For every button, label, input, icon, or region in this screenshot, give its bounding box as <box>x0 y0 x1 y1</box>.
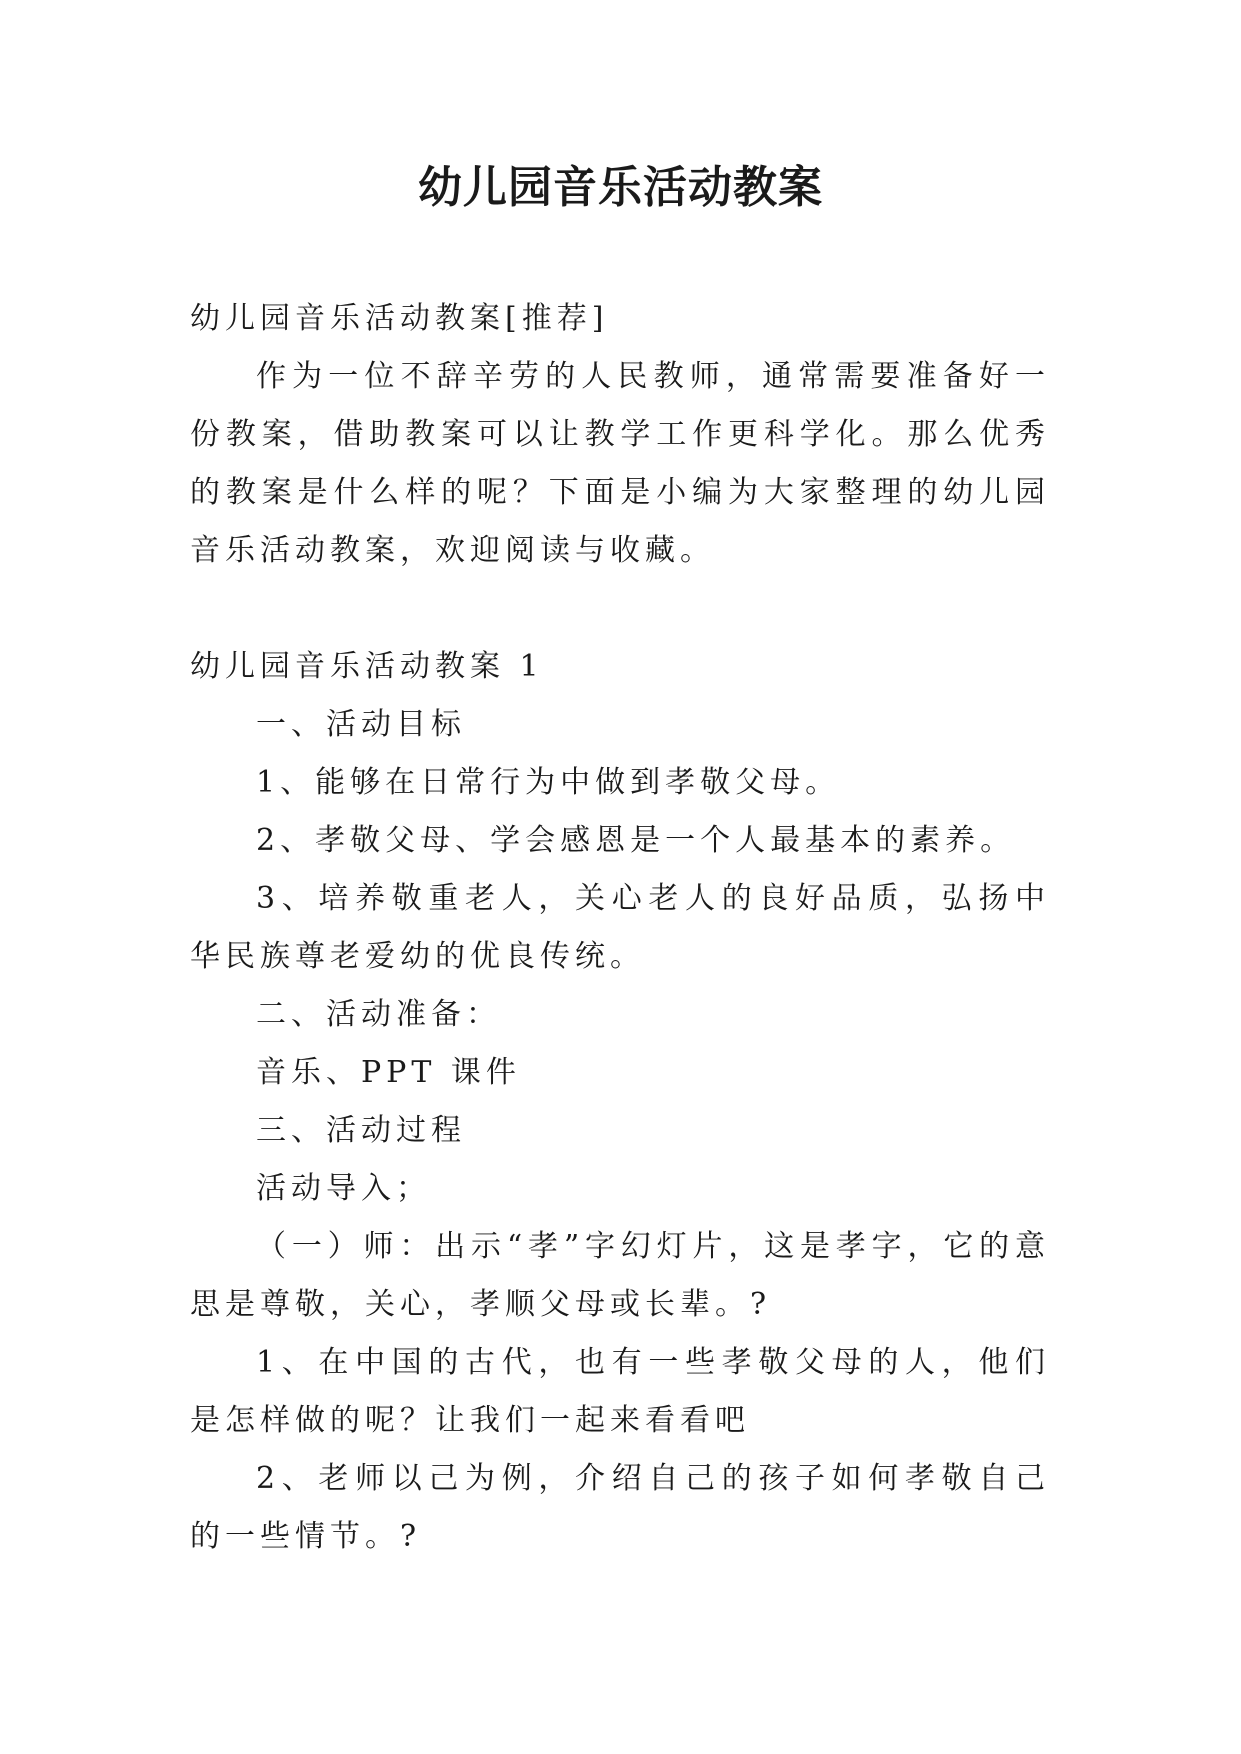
paragraph-prep-heading: 二、活动准备： <box>256 997 501 1032</box>
section-heading: 幼儿园音乐活动教案 1 <box>190 649 544 684</box>
paragraph-step-1-1: 1、在中国的古代，也有一些孝敬父母的人，他们是怎样做的呢？让我们一起来看看吧 <box>190 1345 1050 1438</box>
document-body <box>190 290 1050 1566</box>
paragraph-goal-1: 1、能够在日常行为中做到孝敬父母。 <box>256 765 841 800</box>
paragraph-goal-2: 2、孝敬父母、学会感恩是一个人最基本的素养。 <box>256 823 1016 858</box>
document-title: 幼儿园音乐活动教案 <box>418 162 823 213</box>
paragraph-goals-heading: 一、活动目标 <box>256 707 466 742</box>
paragraph-step-1-2: 2、老师以己为例，介绍自己的孩子如何孝敬自己的一些情节。? <box>190 1461 1050 1554</box>
paragraph-activity-intro: 活动导入； <box>256 1171 431 1206</box>
paragraph-prep-items: 音乐、PPT 课件 <box>256 1055 521 1090</box>
paragraph-goal-3: 3、培养敬重老人，关心老人的良好品质，弘扬中华民族尊老爱幼的优良传统。 <box>190 881 1050 974</box>
intro-paragraph: 作为一位不辞辛劳的人民教师，通常需要准备好一份教案，借助教案可以让教学工作更科学化。那么优秀的教案是什么样的呢？下面是小编为大家整理的幼儿园音乐活动教案，欢迎阅读与收藏。 <box>190 359 1050 568</box>
subtitle-line: 幼儿园音乐活动教案[推荐] <box>190 301 609 336</box>
paragraph-process-heading: 三、活动过程 <box>256 1113 466 1148</box>
paragraph-step-1: （一）师：出示“孝”字幻灯片，这是孝字，它的意思是尊敬，关心，孝顺父母或长辈。? <box>190 1229 1050 1322</box>
